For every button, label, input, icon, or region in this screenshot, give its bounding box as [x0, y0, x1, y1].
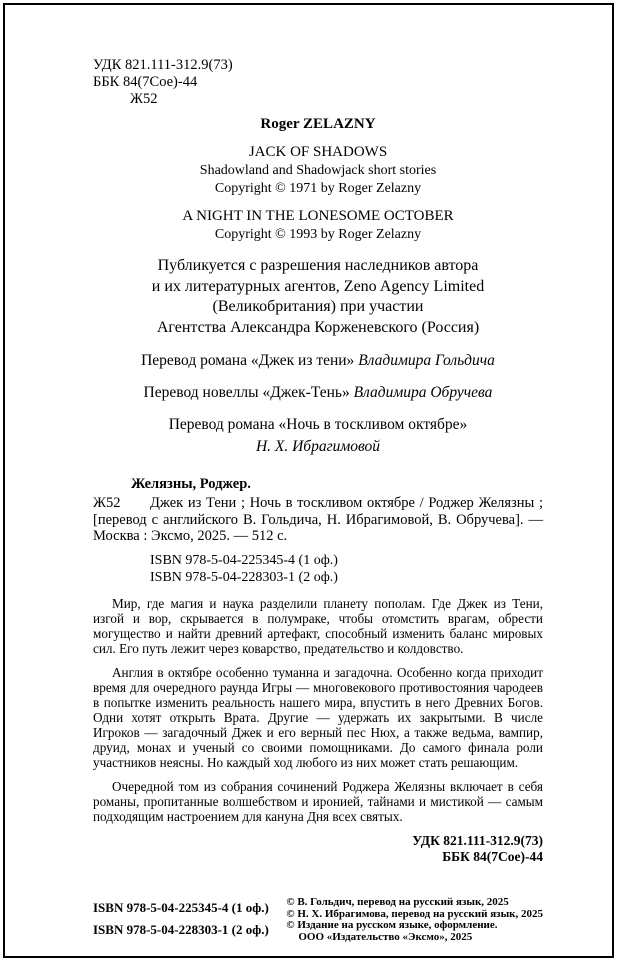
- permission-line: Публикуется с разрешения наследников автора: [157, 257, 479, 274]
- translator-name: Н. Х. Ибрагимовой: [255, 438, 381, 455]
- translator-name: Владимира Обручева: [353, 384, 493, 401]
- bbk-code-bottom: ББК 84(7Сое)-44: [442, 848, 543, 864]
- permission-line: (Великобритания) при участии: [212, 298, 424, 315]
- isbn-line: ISBN 978-5-04-225345-4 (1 оф.): [93, 900, 269, 915]
- page-footer: [93, 897, 543, 943]
- bib-author-sign: Ж52: [93, 495, 121, 511]
- translation-credit-1: [93, 352, 543, 370]
- translation-text: Перевод новеллы «Джек-Тень»: [143, 384, 354, 401]
- bibliographic-record: [93, 476, 543, 586]
- permission-statement: [93, 256, 543, 338]
- original-title-1: JACK OF SHADOWS: [248, 144, 388, 160]
- annotation-paragraph: Очередной том из собрания сочинений Роджера Желязны включает в себя романы, пропитанные волшебством и иронией, тайнами и мистикой — самым подходящим настроением для кануна Дня всех святых.: [93, 778, 543, 824]
- translator-name: Владимира Гольдича: [358, 352, 495, 369]
- original-edition-block: [93, 116, 543, 456]
- annotation-block: [93, 596, 543, 824]
- translation-text: Перевод романа «Джек из тени»: [141, 352, 359, 369]
- publisher-line: ООО «Издательство «Эксмо», 2025: [298, 930, 473, 943]
- copyright-page: [93, 57, 543, 865]
- footer-copyright-block: [286, 897, 543, 943]
- author-sign-code: Ж52: [130, 91, 158, 107]
- bib-description: Джек из Тени ; Ночь в тоскливом октябре / Роджер Желязны ; [перевод с английского В. Гольдича, Н. Ибрагимовой, В. Обручева]. — Москва : Эксмо, 2025. — 512 с.: [93, 495, 543, 544]
- copyright-line-2: Copyright © 1993 by Roger Zelazny: [214, 227, 422, 242]
- classification-codes: [93, 57, 543, 108]
- original-author-name: Roger ZELAZNY: [260, 116, 376, 132]
- isbn-line: ISBN 978-5-04-228303-1 (2 оф.): [93, 922, 269, 937]
- translation-text: Перевод романа «Ночь в тоскливом октябре»: [168, 416, 468, 433]
- original-title-2: A NIGHT IN THE LONESOME OCTOBER: [182, 208, 454, 224]
- copyright-notice: © Издание на русском языке, оформление.: [286, 919, 498, 931]
- translation-credit-3: [93, 416, 543, 456]
- bib-author-heading: Желязны, Роджер.: [131, 476, 251, 492]
- permission-line: Агентства Александра Корженевского (Россия): [156, 318, 480, 336]
- translation-credit-2: [93, 384, 543, 402]
- isbn-line: ISBN 978-5-04-225345-4 (1 оф.): [150, 552, 338, 568]
- bbk-code: ББК 84(7Сое)-44: [93, 74, 198, 90]
- udk-code: УДК 821.111-312.9(73): [93, 57, 233, 73]
- isbn-block: [150, 552, 543, 586]
- annotation-paragraph: Мир, где магия и наука разделили планету пополам. Где Джек из Тени, изгой и вор, скрывается в полумраке, чтобы отомстить врагам, обрести могущество и найти древний артефакт, способный изменить баланс мировых сил. Его путь лежит через коварство, предательство и колдовство.: [93, 595, 543, 656]
- copyright-notice: © Н. Х. Ибрагимова, перевод на русский язык, 2025: [286, 907, 543, 920]
- original-subtitle-1: Shadowland and Shadowjack short stories: [199, 163, 437, 178]
- copyright-line-1: Copyright © 1971 by Roger Zelazny: [214, 181, 422, 196]
- classification-codes-bottom: [93, 833, 543, 865]
- udk-code-bottom: УДК 821.111-312.9(73): [412, 832, 543, 848]
- permission-line: и их литературных агентов, Zeno Agency Limited: [151, 277, 485, 295]
- isbn-line: ISBN 978-5-04-228303-1 (2 оф.): [150, 569, 338, 585]
- copyright-notice: © В. Гольдич, перевод на русский язык, 2025: [286, 896, 509, 908]
- annotation-paragraph: Англия в октябре особенно туманна и загадочна. Особенно когда приходит время для очередного раунда Игры — многовекового противостояния чародеев в попытке изменить реальность нашего мира, впустить в него Древних Богов. Одни хотят открыть Врата. Другие — удержать их закрытыми. В числе Игроков — загадочный Джек и его верный пес Нюх, а также ведьма, вампир, друид, монах и ученый со своими помощниками. До самого финала роли участников неясны. Но каждый ход любого из них может стать решающим.: [93, 664, 543, 770]
- bib-entry: [93, 495, 543, 545]
- footer-isbn-block: [93, 897, 269, 943]
